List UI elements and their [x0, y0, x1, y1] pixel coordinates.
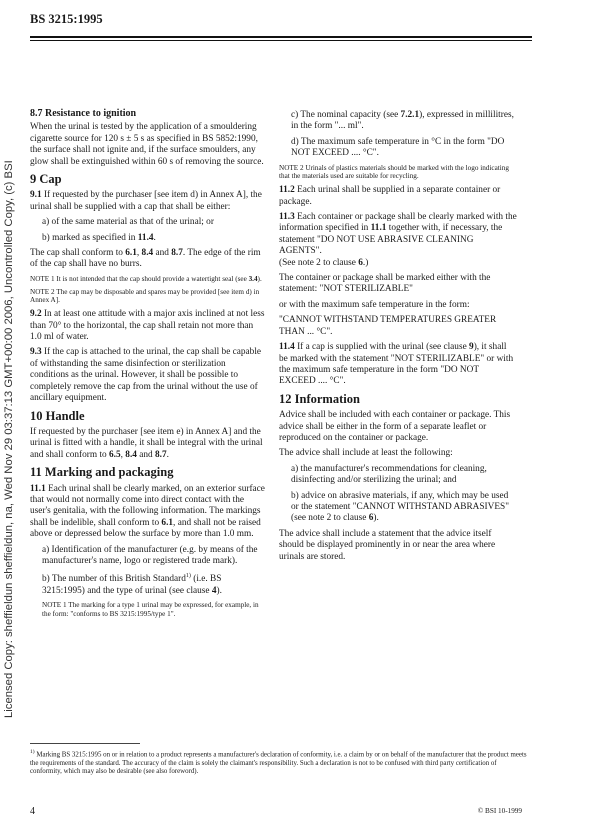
information-display: The advice shall include a statement that the advice itself should be displayed prominently in or near the area where urinals are stored. [279, 528, 496, 562]
header-rule-thin [30, 40, 532, 41]
footnote-ref[interactable]: 1) [185, 573, 191, 580]
clause-11-2: 11.2 Each urinal shall be supplied in a separate container or package. [279, 185, 501, 207]
marking-note-1: NOTE 1 The marking for a type 1 urinal may be expressed, for example, in the form: "conforms to BS 3215:1995/type 1". [42, 601, 259, 619]
clause-11-1-d: d) The maximum safe temperature in °C in the form "DO NOT EXCEED .... °C". [291, 136, 505, 159]
copyright: © BSI 10-1999 [477, 807, 522, 815]
marking-note-2: NOTE 2 Urinals of plastics materials should be marked with the logo indicating that the materials used are suitable for recycling. [279, 163, 509, 181]
clause-11-1-a: a) Identification of the manufacturer (e.g. by means of the manufacturer's name, logo or registered trade mark). [42, 544, 258, 566]
cap-note-1: NOTE 1 It is not intended that the cap should provide a watertight seal (see 3.4). [30, 274, 262, 283]
container-temperature: "CANNOT WITHSTAND TEMPERATURES GREATER THAN ... °C". [279, 315, 497, 337]
clause-9-1-a: a) of the same material as that of the urinal; or [42, 217, 214, 228]
information-include: The advice shall include at least the following: [279, 448, 453, 459]
clause-11-4: 11.4 If a cap is supplied with the urinal (see clause 9), it shall be marked with the statement "NOT STERILIZABLE" or with the maximum safe temperature in the form "DO NOT EXCEED .... °C". [279, 342, 514, 387]
information-advice: Advice shall be included with each container or package. This advice shall be either in the form of a separate leaflet or reproduced on the container or package. [279, 410, 511, 443]
clause-9-1-b: b) marked as specified in 11.4. [42, 232, 156, 243]
cap-conformance: The cap shall conform to 6.1, 8.4 and 8.7. The edge of the rim of the cap shall have no burrs. [30, 248, 261, 270]
section-8-7-text: When the urinal is tested by the application of a smouldering cigarette source for 120 s ± 5 s as specified in BS 5852:1990, the surface shall not ignite and, if the surface smoulders, any glow shall be extinguished within 60 s of removing the source. [30, 122, 264, 167]
clause-11-1-c: c) The nominal capacity (see 7.2.1), expressed in millilitres, in the form "... ml". [291, 110, 514, 132]
clause-9-3: 9.3 If the cap is attached to the urinal, the cap shall be capable of withstanding the same disinfection or sterilization conditions as the urinal. However, it shall be possible to completely remove the cap from the urinal without the use of ancillary equipment. [30, 347, 262, 404]
standard-number: BS 3215:1995 [30, 12, 103, 26]
clause-11-1: 11.1 Each urinal shall be clearly marked, on an exterior surface that would not normally come into direct contact with the user's genitalia, with the following information. The markings shall be indelible, shall conform to 6.1, and shall not be raised above or depressed below the surface by more than 1.0 mm. [30, 483, 265, 540]
right-column [279, 110, 517, 567]
cap-note-2: NOTE 2 The cap may be disposable and spares may be provided [see item d) in Annex A]. [30, 287, 260, 305]
section-10-heading: 10 Handle [30, 408, 85, 423]
header-rule-thick [30, 36, 532, 38]
section-11-heading: 11 Marking and packaging [30, 465, 174, 480]
clause-11-3: 11.3 Each container or package shall be clearly marked with the information specified in 11.1 together with, if necessary, the statement "DO NOT USE ABRASIVE CLEANING AGENTS". [279, 212, 517, 257]
section-9-heading: 9 Cap [30, 172, 62, 187]
container-statement: The container or package shall be marked either with the statement: "NOT STERILIZABLE" [279, 273, 491, 295]
clause-9-2: 9.2 In at least one attitude with a major axis inclined at not less than 70° to the horizontal, the cap shall retain not more than 1.0 ml of water. [30, 309, 265, 343]
clause-11-1-b: b) The number of this British Standard$^{1)}$ (i.e. BS 3215:1995) and the type of urinal (see clause 4). [42, 573, 222, 596]
license-notice: Licensed Copy: sheffieldun sheffieldun, na, Wed Nov 29 03:37:13 GMT+00:00 2006, Uncontrolled Copy, (c) BSI [3, 160, 15, 718]
left-column [30, 108, 266, 623]
information-item-a: a) the manufacturer's recommendations for cleaning, disinfecting and/or sterilizing the urinal; and [291, 463, 487, 486]
information-item-b: b) advice on abrasive materials, if any, which may be used or the statement "CANNOT WITHSTAND ABRASIVES" (see note 2 to clause 6). [291, 490, 509, 524]
page-number: 4 [30, 806, 35, 817]
container-or: or with the maximum safe temperature in the form: [279, 299, 470, 310]
clause-11-3-see: (See note 2 to clause 6.) [279, 257, 369, 268]
footnote: $^{1)}$ Marking BS 3215:1995 on or in relation to a product represents a manufacturer's declaration of conformity, i.e. a claim by or on behalf of the manufacturer that the product meets the requirements of the standard. The accuracy of the claim is solely the claimant's responsibility. Such a declaration is not to be confused with third party certification of conformity, which may also be desirable (see also foreword). [30, 749, 527, 776]
section-12-heading: 12 Information [279, 391, 360, 406]
section-10-text: If requested by the purchaser [see item e) in Annex A] and the urinal is fitted with a handle, it shall be integral with the urinal and shall conform to 6.5, 8.4 and 8.7. [30, 426, 263, 460]
section-8-7-heading: 8.7 Resistance to ignition [30, 108, 137, 119]
clause-9-1: 9.1 If requested by the purchaser [see item d) in Annex A], the urinal shall be supplied with a cap that shall be either: [30, 190, 262, 212]
footnote-rule [30, 743, 140, 744]
